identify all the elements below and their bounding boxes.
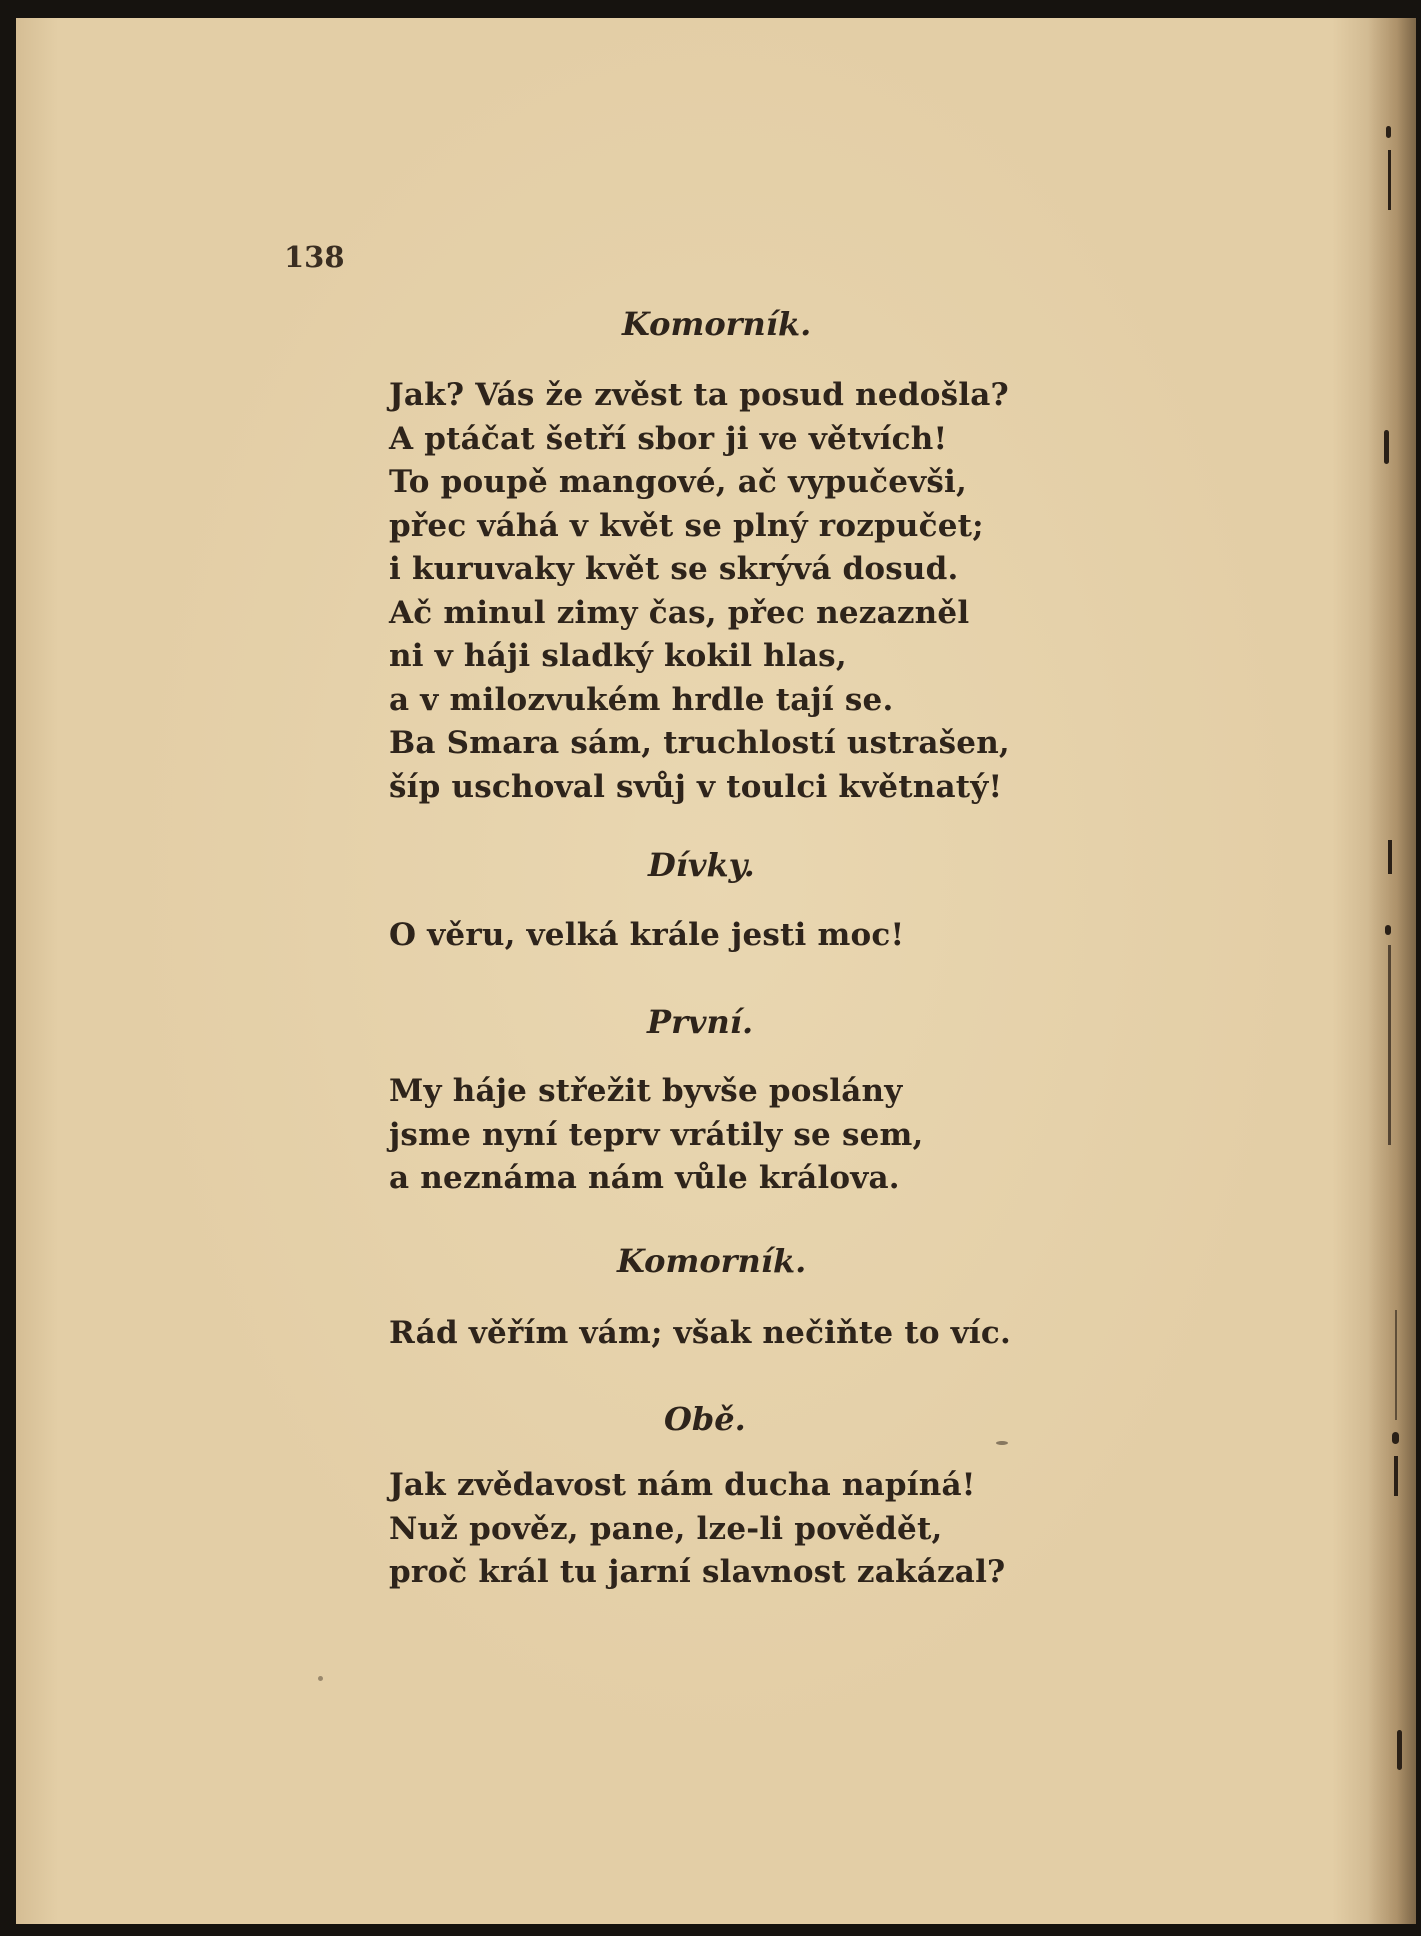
verse-line: Jak? Vás že zvěst ta posud nedošla? [389, 377, 1009, 413]
speaker-name: Komorník. [617, 1242, 807, 1280]
book-page [16, 18, 1416, 1924]
speech-block [389, 374, 1010, 809]
verse-line: Nuž pověz, pane, lze-li povědět, [389, 1510, 943, 1547]
verse-line: To poupě mangové, ač vypučevši, [389, 464, 967, 500]
verse-line: a neznáma nám vůle králova. [389, 1160, 900, 1196]
binding-mark [1395, 1310, 1397, 1420]
speech-block [389, 914, 904, 958]
verse-line: Ač minul zimy čas, přec nezazněl [389, 594, 970, 631]
paper-speck [318, 1676, 323, 1681]
binding-mark [1394, 1456, 1398, 1496]
binding-mark [1386, 126, 1391, 138]
binding-mark [1385, 925, 1391, 935]
speaker-name: První. [647, 1003, 754, 1041]
speech-block [389, 1312, 1011, 1356]
verse-line: proč král tu jarní slavnost zakázal? [389, 1554, 1006, 1590]
binding-mark [1388, 150, 1391, 210]
page-gutter-shadow [1368, 18, 1416, 1924]
verse-line: Rád věřím vám; však nečiňte to víc. [389, 1315, 1011, 1351]
speaker-name: Obě. [664, 1400, 746, 1438]
verse-line: ni v háji sladký kokil hlas, [389, 638, 847, 674]
verse-line: šíp uschoval svůj v toulci květnatý! [389, 768, 1003, 805]
paper-speck [996, 1441, 1008, 1445]
verse-line: Jak zvědavost nám ducha napíná! [389, 1467, 976, 1503]
speech-block [389, 1464, 1005, 1595]
verse-line: a v milozvukém hrdle tají se. [389, 681, 894, 718]
binding-mark [1388, 840, 1392, 874]
verse-line: přec váhá v květ se plný rozpučet; [389, 507, 984, 544]
verse-line: O věru, velká krále jesti moc! [389, 917, 905, 953]
binding-mark [1397, 1730, 1402, 1770]
speaker-name: Komorník. [622, 305, 812, 343]
verse-line: jsme nyní teprv vrátily se sem, [389, 1116, 924, 1153]
verse-line: i kuruvaky květ se skrývá dosud. [389, 551, 959, 587]
speaker-name: Dívky. [648, 846, 755, 884]
verse-line: My háje střežit byvše poslány [389, 1073, 903, 1109]
binding-mark [1388, 945, 1391, 1145]
binding-mark [1384, 430, 1389, 464]
speech-block [389, 1070, 924, 1201]
verse-line: A ptáčat šetří sbor ji ve větvích! [389, 420, 948, 457]
binding-mark [1392, 1432, 1399, 1444]
verse-line: Ba Smara sám, truchlostí ustrašen, [389, 725, 1010, 761]
page-number: 138 [284, 240, 345, 274]
